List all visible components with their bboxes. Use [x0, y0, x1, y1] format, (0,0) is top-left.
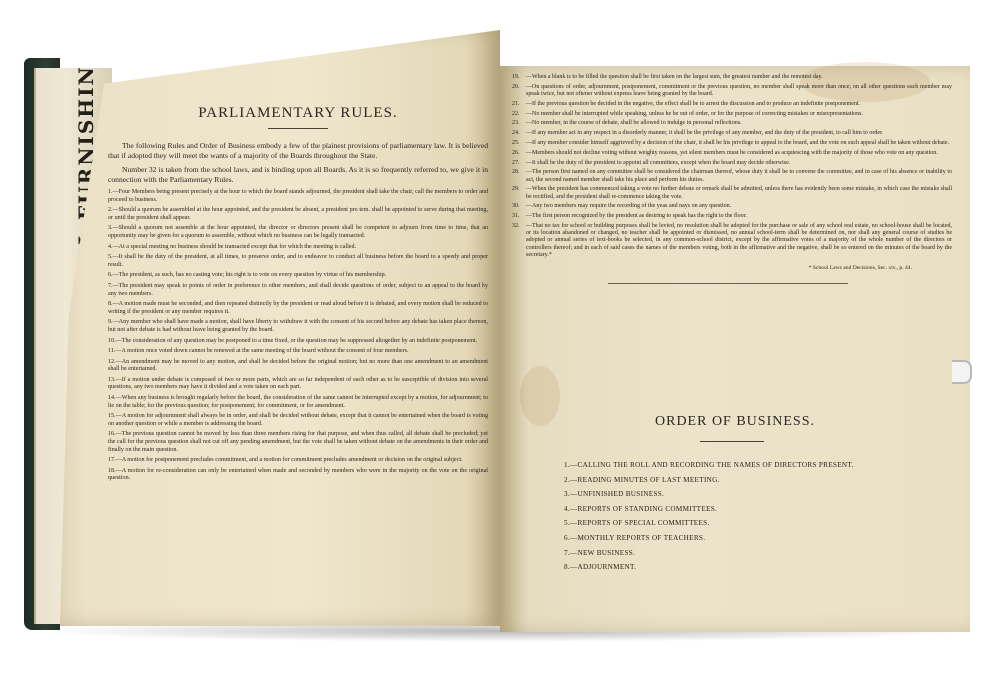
rule-number: 21.: [512, 100, 520, 107]
rule-number: 20.: [512, 83, 520, 90]
rule-text: —A motion once voted down cannot be renewed at the same meeting of the board without the consent of four members.: [115, 348, 409, 355]
rule-number: 7.: [108, 282, 113, 289]
rule-text: —It shall be the duty of the president, at all times, to preserve order, and to endeavor to conduct all business before the board to a speedy and proper result.: [108, 254, 488, 268]
rule-text: —Should a quorum not assemble at the hour appointed, the director or directors present shall be competent to adjourn from time to time, that an opportunity may be given for a quorum to assemble, without which no business can be legally transacted.: [108, 225, 488, 239]
rule-number: 17.: [108, 457, 116, 464]
rule-number: 6.: [108, 272, 113, 279]
right-page-content: [512, 74, 952, 284]
rule-number: 2.: [108, 207, 113, 214]
intro-paragraph: Number 32 is taken from the school laws, and is binding upon all Boards. As it is so frequently referred to, we give it in connection with the Parliamentary Rules.: [108, 165, 488, 184]
rule-number: 4.: [108, 243, 113, 250]
rule-item: [512, 169, 952, 183]
order-of-business-title: ORDER OF BUSINESS.: [655, 414, 815, 429]
order-item: 5.—REPORTS OF SPECIAL COMMITTEES.: [564, 519, 710, 528]
section-divider: [608, 283, 848, 284]
rule-number: 3.: [108, 225, 113, 232]
rule-number: 26.: [512, 149, 520, 156]
rule-text: —The president, as such, has no casting vote; his right is to vote on every question by virtue of his membership.: [112, 272, 387, 279]
rule-text: —The previous question cannot be moved by less than three members rising for that purpose, and when thus called, all debate shall be precluded; yet the call for the previous question shall not cut off any pending amendment, but the vote shall be taken without debate on the amendments in their order and finally on the main question.: [108, 431, 488, 453]
order-item: 4.—REPORTS OF STANDING COMMITTEES.: [564, 504, 718, 513]
rule-item: [108, 431, 488, 454]
rule-item: [512, 140, 952, 147]
rule-item: [108, 348, 488, 356]
rule-number: 12.: [108, 358, 116, 365]
rule-text: —It shall be the duty of the president to appoint all committees, except when the board may decide otherwise.: [526, 159, 791, 166]
rule-item: [108, 468, 488, 483]
rule-number: 9.: [108, 319, 113, 326]
rule-text: —Four Members being present precisely at the hour to which the board stands adjourned, the president shall take the chair, call the members to order and proceed to business.: [108, 189, 488, 203]
rule-number: 13.: [108, 376, 116, 383]
rule-item: [108, 283, 488, 298]
rule-number: 10.: [108, 337, 116, 344]
rule-item: [512, 213, 952, 220]
rule-text: —A motion for adjournment shall always be in order, and shall be decided without debate, except that it cannot be entertained when the board is voting on another question or while a member is addressing the board.: [108, 413, 488, 427]
rule-item: [108, 395, 488, 410]
order-item: 2.—READING MINUTES OF LAST MEETING.: [564, 475, 720, 484]
rule-text: —When any business is brought regularly before the board, the consideration of the same cannot be interrupted except by a motion, for adjournment; to lie on the table; for the previous question; for postponement; for commitment, or for amendment.: [108, 395, 488, 409]
rule-text: —If a motion under debate is composed of two or more parts, which are so far independent of each other as to be susceptible of division into several questions, any two members may have it divided and a vote taken on each part.: [108, 376, 488, 391]
rule-number: 16.: [108, 431, 116, 438]
rule-text: —A motion for re-consideration can only be entertained when made and seconded by members who were in the majority on the vote on the original question.: [108, 467, 488, 482]
rule-number: 25.: [512, 139, 520, 146]
rule-item: [512, 203, 952, 210]
rule-item: [512, 120, 952, 127]
rule-item: [108, 457, 488, 465]
rule-item: [108, 225, 488, 240]
rule-item: [108, 189, 488, 204]
rule-text: —The first person recognized by the president as desiring to speak has the right to the floor.: [526, 213, 747, 220]
left-page-content: [108, 105, 488, 486]
title-divider: [268, 128, 328, 129]
rule-item: [108, 413, 488, 428]
rule-text: —No member shall be interrupted while speaking, unless he be out of order, or for the purpose of correcting mistakes or misrepresentations.: [526, 110, 863, 117]
rule-number: 11.: [108, 348, 116, 355]
rule-text: —No member, in the course of debate, shall be allowed to indulge in personal reflections.: [526, 120, 742, 127]
rule-text: —When a blank is to be filled the question shall be first taken on the largest sum, the greatest number and the remotest day.: [526, 74, 823, 80]
rule-item: [108, 377, 488, 392]
order-of-business-list: [564, 458, 854, 575]
parliamentary-rules-title: PARLIAMENTARY RULES.: [198, 105, 398, 121]
rule-number: 19.: [512, 74, 520, 80]
footnote: * School Laws and Decisions, Sec. xiv., p. 44.: [808, 264, 912, 271]
intro-paragraph: The following Rules and Order of Business embody a few of the plainest provisions of parliamentary law. It is believed that if adopted they will meet the wants of a majority of the Boards throughout the State.: [108, 141, 488, 160]
rule-text: —If the previous question be decided in the negative, the effect shall be to arrest the discussion and to produce an indefinite postponement.: [526, 100, 861, 107]
rule-item: [512, 160, 952, 167]
rule-text: —A motion made must be seconded, and then repeated distinctly by the president or read aloud before it is debated, and every motion shall be reduced to writing if the president or any member requires it.: [108, 301, 488, 315]
rule-item: [108, 359, 488, 374]
rule-number: 27.: [512, 159, 520, 166]
rule-item: [108, 272, 488, 280]
order-item: 1.—CALLING THE ROLL AND RECORDING THE NAMES OF DIRECTORS PRESENT.: [564, 461, 854, 469]
rule-item: [108, 338, 488, 346]
rule-text: —That no tax for school or building purposes shall be levied, no resolution shall be adopted for the purchase or sale of any school real estate, no school-house shall be located, or its location abandoned or changed, no teacher shall be appointed or dismissed, no annual school-term shall be determined on, nor shall any general course of studies be adopted or annual series of text-books be selected, in any common-school district, except by the affirmative votes of a majority of the whole number of the directors or controllers thereof; and in each of said cases the names of the members voting, both in the affirmative and the negative, shall be so entered on the minutes of the board by the secretary.*: [526, 222, 952, 258]
order-item: 8.—ADJOURNMENT.: [564, 563, 637, 572]
rule-number: 5.: [108, 254, 113, 261]
rule-item: [512, 130, 952, 137]
rule-number: 1.: [108, 189, 113, 195]
rule-item: [512, 74, 952, 81]
rule-number: 32.: [512, 222, 520, 229]
rule-text: —Members should not decline voting without weighty reasons, yet silent members must be considered as acquiescing with the majority of those who vote on any question.: [526, 149, 938, 156]
rule-text: —If any member consider himself aggrieved by a decision of the chair, it shall be his privilege to appeal to the board, and the vote on such appeal shall be taken without debate.: [526, 139, 950, 146]
order-item: 3.—UNFINISHED BUSINESS.: [564, 490, 665, 499]
rule-text: —When the president has commenced taking a vote no further debate or remark shall be admitted, unless there has evidently been some mistake, in which case the mistake shall be rectified, and the president shall re-commence taking the vote.: [526, 186, 952, 200]
rule-item: [108, 254, 488, 269]
right-rules-list: [512, 74, 952, 259]
order-title-divider: [700, 441, 764, 442]
rule-text: —On questions of order, adjournment, postponement, commitment or the previous question, no member shall speak more than once; on all other questions each member may speak twice, but not oftener without express leave being granted by the board.: [526, 83, 952, 97]
rule-number: 30.: [512, 203, 520, 210]
rule-number: 8.: [108, 301, 113, 308]
rule-item: [108, 319, 488, 334]
paper-clip: [952, 360, 972, 384]
rule-number: 24.: [512, 130, 520, 137]
rule-item: [108, 244, 488, 252]
rule-number: 31.: [512, 213, 520, 220]
rule-item: [512, 223, 952, 259]
left-rules-list: [108, 189, 488, 483]
rule-item: [512, 150, 952, 157]
rule-item: [108, 207, 488, 222]
rule-text: —At a special meeting no business should be transacted except that for which the meeting is called.: [112, 243, 357, 250]
rule-item: [108, 301, 488, 316]
rule-text: —Any member who shall have made a motion, shall have liberty to withdraw it with the consent of his second before any debate has taken place thereon, but not after debate is had without leave being granted by the board.: [108, 319, 488, 333]
rule-text: —A motion for postponement precludes commitment, and a motion for commitment precludes amendment or decision on the original subject.: [115, 457, 463, 464]
rule-number: 23.: [512, 120, 520, 127]
rule-number: 15.: [108, 413, 116, 420]
rule-number: 29.: [512, 186, 520, 193]
rule-text: —The president may speak to points of order in preference to other members, and shall decide questions of order, subject to an appeal to the board by any two members.: [108, 282, 488, 297]
rule-item: [512, 186, 952, 200]
rule-item: [512, 111, 952, 118]
rule-number: 14.: [108, 395, 116, 402]
rule-text: —If any member act in any respect in a disorderly manner, it shall be the privilege of any member, and the duty of the president, to call him to order.: [526, 130, 884, 137]
rule-text: —Should a quorum be assembled at the hour appointed, and the president be absent, a president pro tem. shall be appointed to serve during that meeting, or until the president shall appear.: [108, 207, 488, 221]
order-item: 6.—MONTHLY REPORTS OF TEACHERS.: [564, 533, 706, 542]
rule-number: 28.: [512, 169, 520, 176]
rule-item: [512, 101, 952, 108]
rule-text: —Any two members may require the recording of the yeas and nays on any question.: [526, 203, 732, 210]
rule-number: 22.: [512, 110, 520, 117]
rule-text: —The person first named on any committee shall be considered the chairman thereof, whose duty it shall be to convene the committee, and in case of his absence or inability to act, the second named member shall take his place and perform his duties.: [526, 169, 952, 183]
rule-text: —The consideration of any question may be postponed to a time fixed, or the question may be suppressed altogether by an indefinite postponement.: [115, 337, 478, 344]
order-item: 7.—NEW BUSINESS.: [564, 548, 636, 557]
rule-text: —An amendment may be moved to any motion, and shall be decided before the original motion; but no more than one amendment to an amendment shall be entertained.: [108, 358, 488, 373]
rule-number: 18.: [108, 467, 116, 474]
rule-item: [512, 84, 952, 98]
